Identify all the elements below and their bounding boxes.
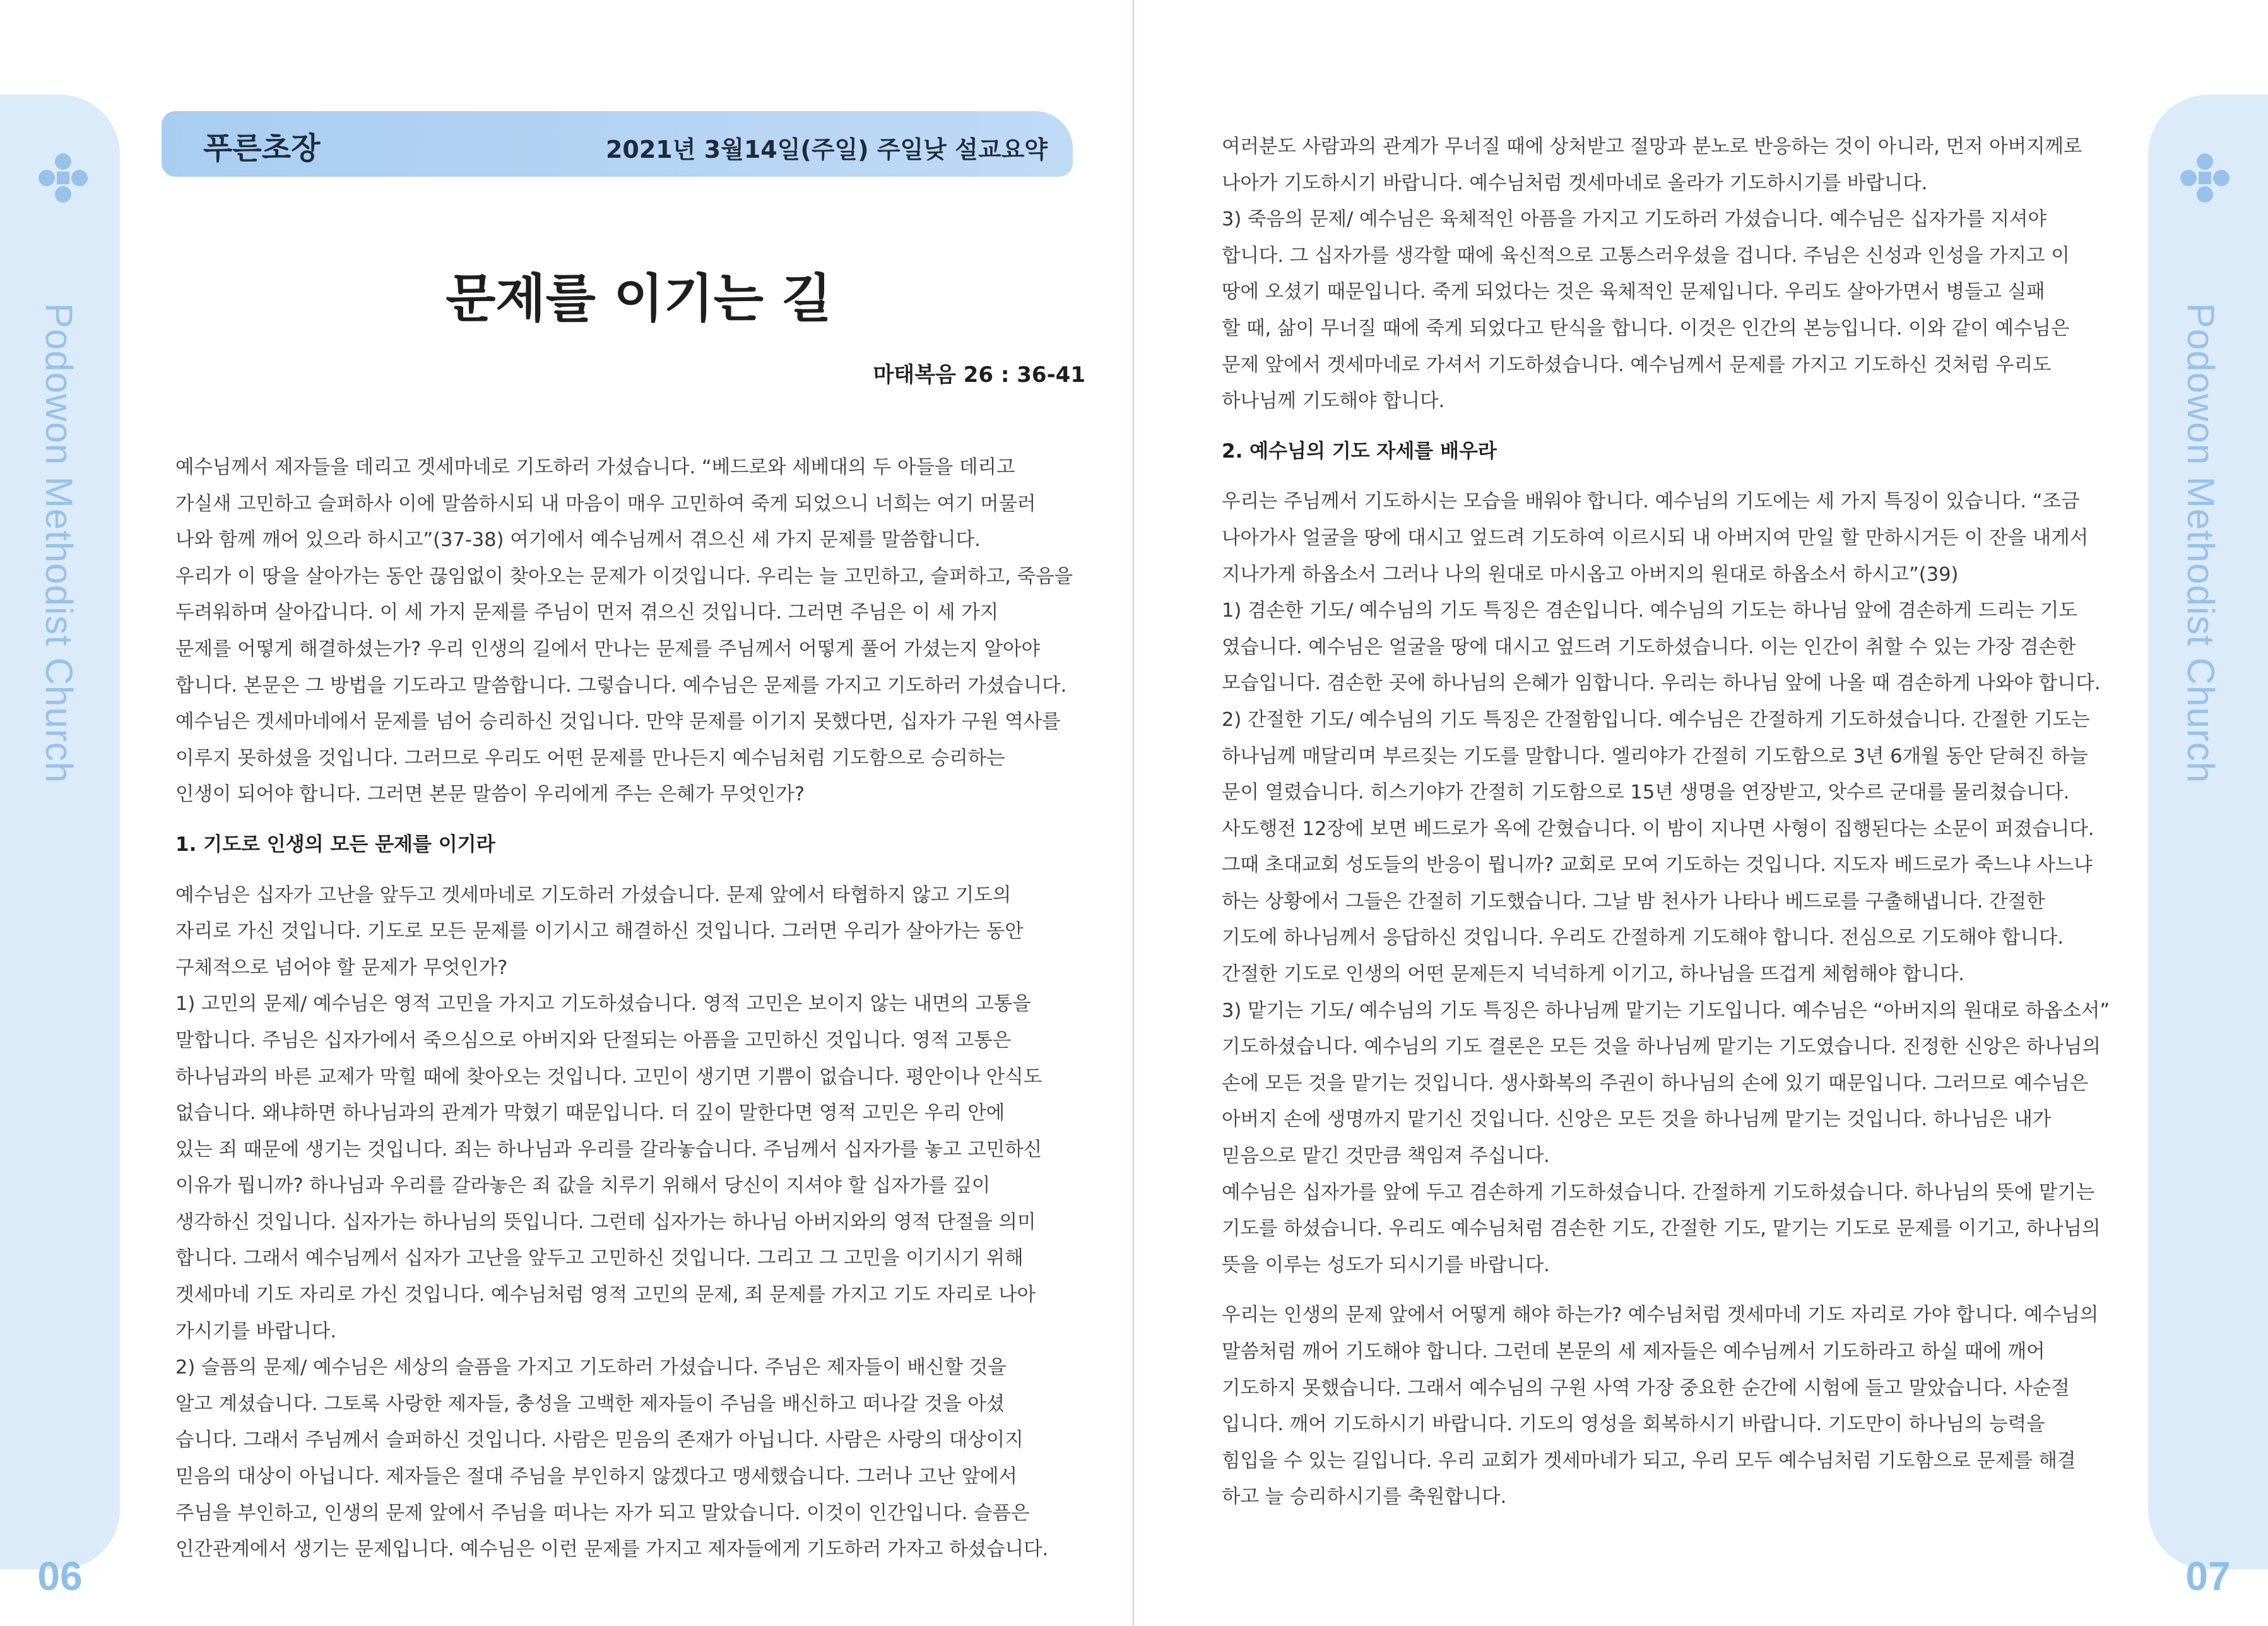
text-line: 알고 계셨습니다. 그토록 사랑한 제자들, 충성을 고백한 제자들이 주님을 배신하고 떠나갈 것을 아셨: [175, 1392, 1005, 1415]
text-line: 이루지 못하셨을 것입니다. 그러므로 우리도 어떤 문제를 만나든지 예수님처럼 기도함으로 승리하는: [175, 747, 1005, 769]
scripture-reference: 마태복음 26 : 36-41: [873, 362, 1085, 388]
clover-cross-icon: [2180, 153, 2230, 203]
text-line: 기도에 하나님께서 응답하신 것입니다. 우리도 간절하게 기도해야 합니다. 전심으로 기도해야 합니다.: [1222, 927, 2064, 949]
text-line: 문이 열렸습니다. 히스기야가 간절히 기도함으로 15년 생명을 연장받고, 앗수르 군대를 물리쳤습니다.: [1222, 781, 2070, 804]
text-line: 아버지 손에 생명까지 맡기신 것입니다. 신앙은 모든 것을 하나님께 맡기는 것입니다. 하나님은 내가: [1222, 1108, 2052, 1131]
text-line: 하는 상황에서 그들은 간절히 기도했습니다. 그날 밤 천사가 나타나 베드로를 구출해냅니다. 간절한: [1222, 890, 2045, 913]
text-line: 주님을 부인하고, 인생의 문제 앞에서 주님을 떠나는 자가 되고 말았습니다. 이것이 인간입니다. 슬픔은: [175, 1502, 1030, 1524]
text-line: 하고 늘 승리하시기를 축원합니다.: [1222, 1486, 1507, 1509]
text-line: 이유가 뭡니까? 하나님과 우리를 갈라놓은 죄 값을 치루기 위해서 당신이 지셔야 할 십자가를 깊이: [175, 1175, 991, 1197]
text-line: 두려워하며 살아갑니다. 이 세 가지 문제를 주님이 먼저 겪으신 것입니다. 그러면 주님은 이 세 가지: [175, 602, 999, 624]
page-number-right: 07: [2185, 1553, 2231, 1599]
left-text-column: [175, 449, 1084, 1568]
section-heading-1: 1. 기도로 인생의 모든 문제를 이기라: [175, 833, 495, 856]
text-line: 구체적으로 넘어야 할 문제가 무엇인가?: [175, 956, 508, 979]
text-line: 그때 초대교회 성도들의 반응이 뭡니까? 교회로 모여 기도하는 것입니다. 지도자 베드로가 죽느냐 사느냐: [1222, 854, 2093, 877]
right-text-column: [1222, 129, 2130, 1516]
text-line: 인간관계에서 생기는 문제입니다. 예수님은 이런 문제를 가지고 제자들에게 기도하러 가자고 하셨습니다.: [175, 1538, 1049, 1561]
page-gutter: [1133, 0, 1134, 1626]
text-line: 믿음으로 맡긴 것만큼 책임져 주십니다.: [1222, 1145, 1550, 1168]
text-line: 우리는 주님께서 기도하시는 모습을 배워야 합니다. 예수님의 기도에는 세 가지 특징이 있습니다. “조금: [1222, 490, 2080, 513]
text-line: 말합니다. 주님은 십자가에서 죽으심으로 아버지와 단절되는 아픔을 고민하신 것입니다. 영적 고통은: [175, 1029, 1012, 1052]
sermon-date: 2021년 3월14일(주일) 주일낮 설교요약: [605, 136, 1048, 163]
text-line: 예수님은 십자가 고난을 앞두고 겟세마네로 기도하러 가셨습니다. 문제 앞에서 타협하지 않고 기도의: [175, 884, 1012, 906]
text-line: 우리가 이 땅을 살아가는 동안 끊임없이 찾아오는 문제가 이것입니다. 우리는 늘 고민하고, 슬퍼하고, 죽음을: [175, 565, 1073, 588]
text-line: 문제 앞에서 겟세마네로 가셔서 기도하셨습니다. 예수님께서 문제를 가지고 기도하신 것처럼 우리도: [1222, 353, 2052, 376]
text-line: 있는 죄 때문에 생기는 것입니다. 죄는 하나님과 우리를 갈라놓습니다. 주님께서 십자가를 놓고 고민하신: [175, 1138, 1042, 1161]
text-line: 손에 모든 것을 맡기는 것입니다. 생사화복의 주권이 하나님의 손에 있기 때문입니다. 그러므로 예수님은: [1222, 1072, 2089, 1095]
text-line: 하나님께 기도해야 합니다.: [1222, 390, 1445, 413]
text-line: 합니다. 그래서 예수님께서 십자가 고난을 앞두고 고민하신 것입니다. 그리고 그 고민을 이기시기 위해: [175, 1247, 1024, 1270]
page-number-left: 06: [37, 1553, 83, 1599]
text-line: 3) 맡기는 기도/ 예수님의 기도 특징은 하나님께 맡기는 기도입니다. 예수님은 “아버지의 원대로 하옵소서”: [1222, 999, 2110, 1022]
text-line: 입니다. 깨어 기도하시기 바랍니다. 기도의 영성을 회복하시기 바랍니다. 기도만이 하나님의 능력을: [1222, 1413, 2045, 1436]
text-line: 여러분도 사람과의 관계가 무너질 때에 상처받고 절망과 분노로 반응하는 것이 아니라, 먼저 아버지께로: [1222, 136, 2082, 158]
text-line: 나아가 기도하시기 바랍니다. 예수님처럼 겟세마네로 올라가 기도하시기를 바랍니다.: [1222, 172, 1928, 194]
text-line: 였습니다. 예수님은 얼굴을 땅에 대시고 엎드려 기도하셨습니다. 이는 인간이 취할 수 있는 가장 겸손한: [1222, 636, 2076, 658]
text-line: 2) 슬픔의 문제/ 예수님은 세상의 슬픔을 가지고 기도하러 가셨습니다. 주님은 제자들이 배신할 것을: [175, 1356, 1007, 1379]
header-banner: [162, 111, 1073, 177]
text-line: 기도를 하셨습니다. 우리도 예수님처럼 겸손한 기도, 간절한 기도, 맡기는 기도로 문제를 이기고, 하나님의: [1222, 1218, 2101, 1240]
text-line: 할 때, 삶이 무너질 때에 죽게 되었다고 탄식을 합니다. 이것은 인간의 본능입니다. 이와 같이 예수님은: [1222, 317, 2070, 340]
text-line: 2) 간절한 기도/ 예수님의 기도 특징은 간절함입니다. 예수님은 간절하게 기도하셨습니다. 간절한 기도는: [1222, 708, 2090, 731]
text-line: 문제를 어떻게 해결하셨는가? 우리 인생의 길에서 만나는 문제를 주님께서 어떻게 풀어 가셨는지 알아야: [175, 638, 1040, 660]
text-line: 믿음의 대상이 아닙니다. 제자들은 절대 주님을 부인하지 않겠다고 맹세했습니다. 그러나 고난 앞에서: [175, 1466, 1018, 1488]
text-line: 자리로 가신 것입니다. 기도로 모든 문제를 이기시고 해결하신 것입니다. 그러면 우리가 살아가는 동안: [175, 920, 1024, 943]
text-line: 인생이 되어야 합니다. 그러면 본문 말씀이 우리에게 주는 은혜가 무엇인가?: [175, 783, 805, 806]
text-line: 사도행전 12장에 보면 베드로가 옥에 갇혔습니다. 이 밤이 지나면 사형이 집행된다는 소문이 퍼졌습니다.: [1222, 817, 2094, 840]
text-line: 예수님께서 제자들을 데리고 겟세마네로 기도하러 가셨습니다. “베드로와 세베대의 두 아들을 데리고: [175, 456, 1015, 478]
text-line: 가시기를 바랍니다.: [175, 1320, 337, 1343]
text-line: 1) 고민의 문제/ 예수님은 영적 고민을 가지고 기도하셨습니다. 영적 고민은 보이지 않는 내면의 고통을: [175, 993, 1031, 1016]
text-line: 하나님과의 바른 교제가 막힐 때에 찾아오는 것입니다. 고민이 생기면 기쁨이 없습니다. 평안이나 안식도: [175, 1065, 1042, 1088]
text-line: 겟세마네 기도 자리로 가신 것입니다. 예수님처럼 영적 고민의 문제, 죄 문제를 가지고 기도 자리로 나아: [175, 1284, 1036, 1307]
text-line: 힘입을 수 있는 길입니다. 우리 교회가 겟세마네가 되고, 우리 모두 예수님처럼 기도함으로 문제를 해결: [1222, 1449, 2076, 1472]
text-line: 지나가게 하옵소서 그러나 나의 원대로 마시옵고 아버지의 원대로 하옵소서 하시고”(39): [1222, 563, 1959, 586]
text-line: 생각하신 것입니다. 십자가는 하나님의 뜻입니다. 그런데 십자가는 하나님 아버지와의 영적 단절을 의미: [175, 1211, 1036, 1233]
text-line: 없습니다. 왜냐하면 하나님과의 관계가 막혔기 때문입니다. 더 깊이 말한다면 영적 고민은 우리 안에: [175, 1102, 1005, 1125]
text-line: 합니다. 그 십자가를 생각할 때에 육신적으로 고통스러우셨을 겁니다. 주님은 신성과 인성을 가지고 이: [1222, 244, 2070, 267]
text-line: 하나님께 매달리며 부르짖는 기도를 말합니다. 엘리야가 간절히 기도함으로 3년 6개월 동안 닫혀진 하늘: [1222, 745, 2088, 768]
text-line: 1) 겸손한 기도/ 예수님의 기도 특징은 겸손입니다. 예수님의 기도는 하나님 앞에 겸손하게 드리는 기도: [1222, 600, 2077, 622]
clover-cross-icon: [38, 153, 88, 203]
right-side-tab: Podowon Methodist Church 07: [2148, 95, 2268, 1569]
column-name: 푸른초장: [203, 131, 321, 166]
text-line: 기도하셨습니다. 예수님의 기도 결론은 모든 것을 하나님께 맡기는 기도였습니다. 진정한 신앙은 하나님의: [1222, 1036, 2101, 1059]
text-line: 뜻을 이루는 성도가 되시기를 바랍니다.: [1222, 1254, 1550, 1276]
left-side-tab: Podowon Methodist Church 06: [0, 95, 120, 1569]
text-line: 모습입니다. 겸손한 곳에 하나님의 은혜가 임합니다. 우리는 하나님 앞에 나올 때 겸손하게 나와야 합니다.: [1222, 672, 2101, 695]
text-line: 말씀처럼 깨어 기도해야 합니다. 그런데 본문의 세 제자들은 예수님께서 기도하라고 하실 때에 깨어: [1222, 1341, 2045, 1363]
text-line: 땅에 오셨기 때문입니다. 죽게 되었다는 것은 육체적인 문제입니다. 우리도 살아가면서 병들고 실패: [1222, 281, 2045, 304]
text-line: 간절한 기도로 인생의 어떤 문제든지 넉넉하게 이기고, 하나님을 뜨겁게 체험해야 합니다.: [1222, 963, 1965, 986]
sermon-title: 문제를 이기는 길: [446, 268, 832, 329]
text-line: 나와 함께 깨어 있으라 하시고”(37-38) 여기에서 예수님께서 겪으신 세 가지 문제를 말씀합니다.: [175, 529, 981, 552]
text-line: 가실새 고민하고 슬퍼하사 이에 말씀하시되 내 마음이 매우 고민하여 죽게 되었으니 너희는 여기 머물러: [175, 492, 1036, 515]
text-line: 예수님은 겟세마네에서 문제를 넘어 승리하신 것입니다. 만약 문제를 이기지 못했다면, 십자가 구원 역사를: [175, 711, 1061, 733]
text-line: 3) 죽음의 문제/ 예수님은 육체적인 아픔을 가지고 기도하러 가셨습니다. 예수님은 십자가를 지셔야: [1222, 208, 2047, 231]
section-heading-2: 2. 예수님의 기도 자세를 배우라: [1222, 439, 1497, 463]
text-line: 습니다. 그래서 주님께서 슬퍼하신 것입니다. 사람은 믿음의 존재가 아닙니다. 사람은 사랑의 대상이지: [175, 1429, 1024, 1452]
text-line: 기도하지 못했습니다. 그래서 예수님의 구원 사역 가장 중요한 순간에 시험에 들고 말았습니다. 사순절: [1222, 1377, 2070, 1399]
text-line: 예수님은 십자가를 앞에 두고 겸손하게 기도하셨습니다. 간절하게 기도하셨습니다. 하나님의 뜻에 맡기는: [1222, 1181, 2095, 1204]
text-line: 합니다. 본문은 그 방법을 기도라고 말씀합니다. 그렇습니다. 예수님은 문제를 가지고 기도하러 가셨습니다.: [175, 674, 1067, 697]
text-line: 우리는 인생의 문제 앞에서 어떻게 해야 하는가? 예수님처럼 겟세마네 기도 자리로 가야 합니다. 예수님의: [1222, 1304, 2099, 1327]
text-line: 나아가사 얼굴을 땅에 대시고 엎드려 기도하여 이르시되 내 아버지여 만일 할 만하시거든 이 잔을 내게서: [1222, 526, 2089, 549]
